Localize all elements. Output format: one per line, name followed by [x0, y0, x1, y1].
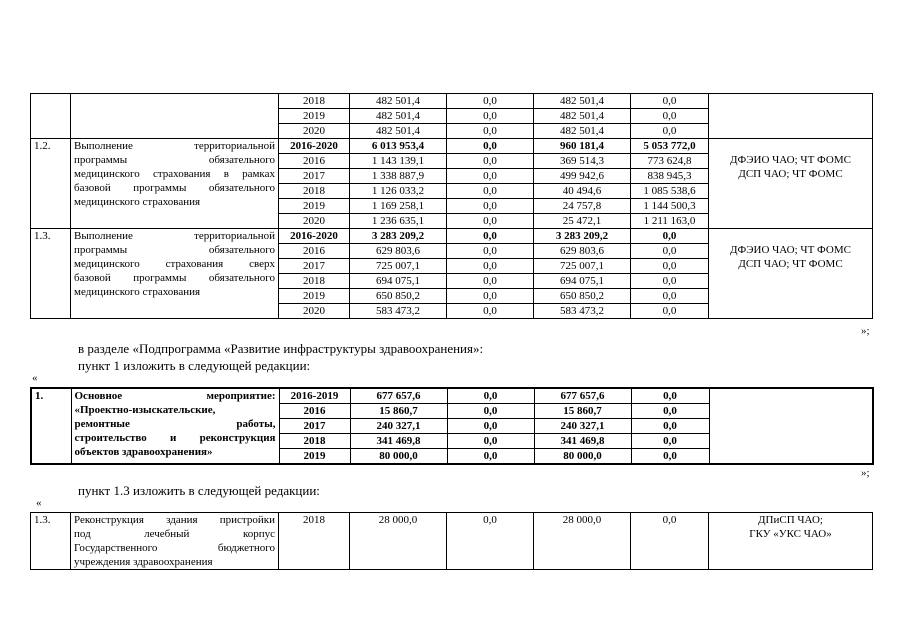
federal-budget-cell: 0,0: [447, 388, 534, 404]
amendment-paragraph: в разделе «Подпрограмма «Развитие инфраструктуры здравоохранения»:: [78, 341, 484, 356]
federal-budget-cell: 0,0: [447, 419, 534, 434]
total-cell: 1 169 258,1: [350, 199, 447, 214]
total-cell: 725 007,1: [350, 259, 447, 274]
budget-table-continuation: [30, 93, 873, 319]
amendment-instruction: пункт 1.3 изложить в следующей редакции:: [78, 483, 320, 498]
year-cell: 2019: [279, 449, 350, 465]
total-cell: 341 469,8: [350, 434, 447, 449]
measure-description: [71, 229, 279, 319]
number-cell: 1.2.: [31, 139, 71, 229]
description-line: базовой программы обязательного: [74, 182, 275, 194]
federal-budget-cell: 0,0: [447, 169, 534, 184]
year-cell: 2020: [279, 304, 350, 319]
year-cell: 2016: [279, 154, 350, 169]
federal-budget-cell: 0,0: [447, 289, 534, 304]
description-line: программы обязательного: [74, 154, 275, 166]
other-sources-cell: 0,0: [631, 229, 709, 244]
year-cell: 2018: [279, 513, 350, 570]
district-budget-cell: 960 181,4: [534, 139, 631, 154]
other-sources-cell: 0,0: [631, 244, 709, 259]
executor-name: ДПиСП ЧАО;: [758, 514, 823, 526]
district-budget-cell: 694 075,1: [534, 274, 631, 289]
year-cell: 2018: [279, 434, 350, 449]
district-budget-cell: 40 494,6: [534, 184, 631, 199]
federal-budget-cell: 0,0: [447, 199, 534, 214]
other-sources-cell: 0,0: [631, 289, 709, 304]
measure-description: [71, 388, 279, 464]
district-budget-cell: 629 803,6: [534, 244, 631, 259]
description-line: медицинского страхования: [74, 196, 201, 208]
total-cell: 482 501,4: [350, 124, 447, 139]
other-sources-cell: 0,0: [631, 259, 709, 274]
year-cell: 2020: [279, 124, 350, 139]
executor-name: ДСП ЧАО; ЧТ ФОМС: [738, 258, 843, 270]
closing-quote: »;: [861, 467, 870, 479]
description-line: Основное мероприятие:: [74, 390, 276, 402]
year-cell: 2017: [279, 419, 350, 434]
total-cell: 3 283 209,2: [350, 229, 447, 244]
table-row: [31, 139, 873, 154]
year-cell: 2017: [279, 169, 350, 184]
total-cell: 6 013 953,4: [350, 139, 447, 154]
total-cell: 583 473,2: [350, 304, 447, 319]
other-sources-cell: 5 053 772,0: [631, 139, 709, 154]
description-line: Государственного бюджетного: [74, 542, 275, 554]
description-line: медицинского страхования: [74, 286, 201, 298]
district-budget-cell: 583 473,2: [534, 304, 631, 319]
infrastructure-table: [30, 387, 874, 465]
district-budget-cell: 677 657,6: [534, 388, 631, 404]
description-line: Реконструкция здания пристройки: [74, 514, 275, 526]
other-sources-cell: 0,0: [631, 109, 709, 124]
total-cell: 15 860,7: [350, 404, 447, 419]
other-sources-cell: 1 144 500,3: [631, 199, 709, 214]
federal-budget-cell: 0,0: [447, 109, 534, 124]
other-sources-cell: 0,0: [631, 513, 709, 570]
opening-quote: «: [32, 372, 38, 384]
other-sources-cell: 0,0: [631, 274, 709, 289]
federal-budget-cell: 0,0: [447, 214, 534, 229]
description-line: под лечебный корпус: [74, 528, 275, 540]
other-sources-cell: 1 085 538,6: [631, 184, 709, 199]
federal-budget-cell: 0,0: [447, 449, 534, 465]
description-line: ремонтные работы,: [74, 418, 276, 430]
total-cell: 677 657,6: [350, 388, 447, 404]
federal-budget-cell: 0,0: [447, 513, 534, 570]
year-cell: 2016-2020: [279, 229, 350, 244]
federal-budget-cell: 0,0: [447, 124, 534, 139]
measure-description: [71, 139, 279, 229]
other-sources-cell: 0,0: [631, 94, 709, 109]
total-cell: 629 803,6: [350, 244, 447, 259]
number-cell: [31, 94, 71, 139]
other-sources-cell: 0,0: [631, 304, 709, 319]
district-budget-cell: 240 327,1: [534, 419, 631, 434]
year-cell: 2018: [279, 274, 350, 289]
federal-budget-cell: 0,0: [447, 244, 534, 259]
reconstruction-table: [30, 512, 873, 570]
year-cell: 2016-2020: [279, 139, 350, 154]
other-sources-cell: 0,0: [631, 388, 709, 404]
other-sources-cell: 0,0: [631, 404, 709, 419]
year-cell: 2018: [279, 94, 350, 109]
year-cell: 2019: [279, 199, 350, 214]
district-budget-cell: 482 501,4: [534, 94, 631, 109]
federal-budget-cell: 0,0: [447, 139, 534, 154]
executor-name: ДСП ЧАО; ЧТ ФОМС: [738, 168, 843, 180]
district-budget-cell: 24 757,8: [534, 199, 631, 214]
measure-description: [71, 513, 279, 570]
district-budget-cell: 3 283 209,2: [534, 229, 631, 244]
description-line: медицинского страхования в рамках: [74, 168, 275, 180]
total-cell: 650 850,2: [350, 289, 447, 304]
year-cell: 2019: [279, 109, 350, 124]
district-budget-cell: 341 469,8: [534, 434, 631, 449]
description-line: медицинского страхования сверх: [74, 258, 275, 270]
year-cell: 2017: [279, 259, 350, 274]
description-line: строительство и реконструкция: [74, 432, 276, 444]
executor-cell: [709, 388, 873, 464]
federal-budget-cell: 0,0: [447, 94, 534, 109]
total-cell: 80 000,0: [350, 449, 447, 465]
district-budget-cell: 80 000,0: [534, 449, 631, 465]
measure-description: [71, 94, 279, 139]
total-cell: 1 338 887,9: [350, 169, 447, 184]
executor-name: ГКУ «УКС ЧАО»: [749, 528, 832, 540]
total-cell: 28 000,0: [350, 513, 447, 570]
description-line: Выполнение территориальной: [74, 230, 275, 242]
table-row: [31, 388, 873, 404]
other-sources-cell: 773 624,8: [631, 154, 709, 169]
executor-cell: [709, 513, 873, 570]
opening-quote: «: [36, 497, 42, 509]
other-sources-cell: 0,0: [631, 449, 709, 465]
federal-budget-cell: 0,0: [447, 304, 534, 319]
table-row: [31, 229, 873, 244]
description-line: объектов здравоохранения»: [74, 446, 213, 458]
total-cell: 1 236 635,1: [350, 214, 447, 229]
amendment-instruction: пункт 1 изложить в следующей редакции:: [78, 358, 311, 373]
federal-budget-cell: 0,0: [447, 184, 534, 199]
district-budget-cell: 25 472,1: [534, 214, 631, 229]
table-row: [31, 513, 873, 570]
year-cell: 2019: [279, 289, 350, 304]
total-cell: 694 075,1: [350, 274, 447, 289]
district-budget-cell: 28 000,0: [534, 513, 631, 570]
number-cell: 1.: [31, 388, 71, 464]
other-sources-cell: 1 211 163,0: [631, 214, 709, 229]
federal-budget-cell: 0,0: [447, 154, 534, 169]
other-sources-cell: 0,0: [631, 124, 709, 139]
year-cell: 2016: [279, 404, 350, 419]
description-line: учреждения здравоохранения: [74, 556, 213, 568]
district-budget-cell: 499 942,6: [534, 169, 631, 184]
table-row: [31, 94, 873, 109]
description-line: программы обязательного: [74, 244, 275, 256]
year-cell: 2018: [279, 184, 350, 199]
federal-budget-cell: 0,0: [447, 434, 534, 449]
federal-budget-cell: 0,0: [447, 259, 534, 274]
executor-name: ДФЭИО ЧАО; ЧТ ФОМС: [730, 154, 851, 166]
district-budget-cell: 482 501,4: [534, 109, 631, 124]
district-budget-cell: 369 514,3: [534, 154, 631, 169]
number-cell: 1.3.: [31, 229, 71, 319]
district-budget-cell: 650 850,2: [534, 289, 631, 304]
executor-cell: [709, 94, 873, 139]
total-cell: 482 501,4: [350, 94, 447, 109]
district-budget-cell: 725 007,1: [534, 259, 631, 274]
executor-cell: [709, 229, 873, 319]
total-cell: 1 126 033,2: [350, 184, 447, 199]
other-sources-cell: 838 945,3: [631, 169, 709, 184]
other-sources-cell: 0,0: [631, 419, 709, 434]
description-line: базовой программы обязательного: [74, 272, 275, 284]
description-line: Выполнение территориальной: [74, 140, 275, 152]
federal-budget-cell: 0,0: [447, 274, 534, 289]
district-budget-cell: 482 501,4: [534, 124, 631, 139]
description-line: «Проектно-изыскательские,: [74, 404, 216, 416]
executor-cell: [709, 139, 873, 229]
federal-budget-cell: 0,0: [447, 229, 534, 244]
total-cell: 240 327,1: [350, 419, 447, 434]
total-cell: 1 143 139,1: [350, 154, 447, 169]
year-cell: 2016-2019: [279, 388, 350, 404]
number-cell: 1.3.: [31, 513, 71, 570]
district-budget-cell: 15 860,7: [534, 404, 631, 419]
federal-budget-cell: 0,0: [447, 404, 534, 419]
other-sources-cell: 0,0: [631, 434, 709, 449]
executor-name: ДФЭИО ЧАО; ЧТ ФОМС: [730, 244, 851, 256]
total-cell: 482 501,4: [350, 109, 447, 124]
year-cell: 2020: [279, 214, 350, 229]
year-cell: 2016: [279, 244, 350, 259]
closing-quote: »;: [861, 325, 870, 337]
